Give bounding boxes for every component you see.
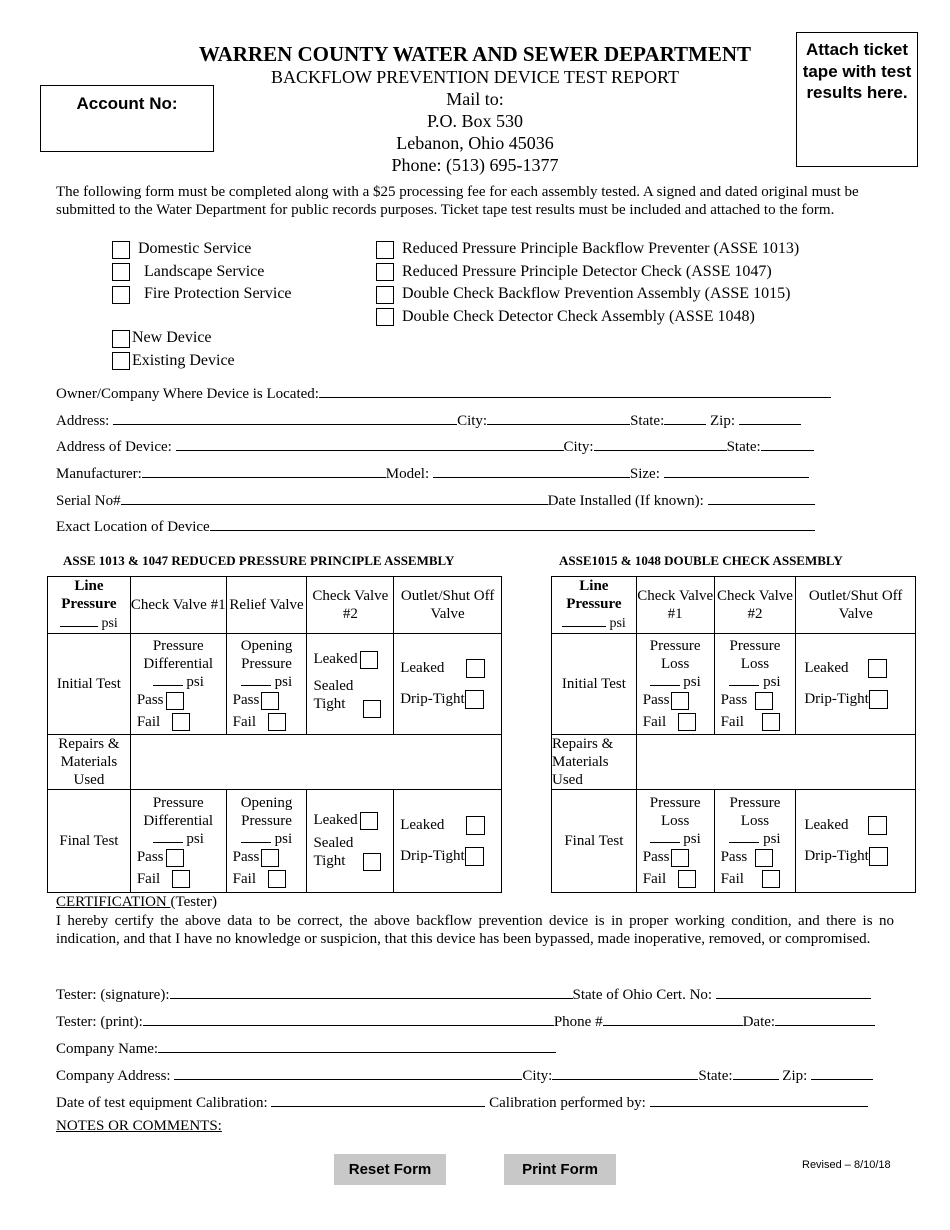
ticket-note: Attach ticket tape with test results here.	[802, 40, 912, 102]
rp-initial-label: Initial Test	[48, 634, 131, 735]
rp-initial-outlet	[394, 634, 502, 735]
zip-field[interactable]	[739, 410, 801, 425]
dc-final-c2-fail-checkbox[interactable]	[762, 870, 780, 888]
rp-table-title: ASSE 1013 & 1047 REDUCED PRESSURE PRINCIPLE ASSEMBLY	[63, 553, 455, 568]
company-state-label: State:	[698, 1068, 733, 1084]
dc-initial-c1-fail-checkbox[interactable]	[678, 713, 696, 731]
device-state-field[interactable]	[761, 436, 814, 451]
rp-initial-c2-sealed-label: Sealed Tight	[313, 678, 354, 712]
dc-repairs-field[interactable]	[636, 735, 915, 790]
company-name-label: Company Name:	[56, 1041, 159, 1057]
rp-final-check2	[307, 790, 394, 893]
state-label: State:	[630, 413, 665, 429]
rp-initial-c2-sealed-checkbox[interactable]	[363, 700, 381, 718]
phone: Phone: (513) 695-1377	[391, 155, 559, 175]
rp-initial-c1-fail-checkbox[interactable]	[172, 713, 190, 731]
domestic-service-checkbox[interactable]	[112, 241, 130, 259]
account-label: Account No:	[76, 94, 178, 113]
rp-final-relief	[226, 790, 307, 893]
fire-protection-checkbox[interactable]	[112, 286, 130, 304]
cert-no-field[interactable]	[716, 984, 871, 999]
dc-final-c2-pass-checkbox[interactable]	[755, 849, 773, 867]
location-row	[56, 516, 815, 536]
dc-initial-c2-fail-label: Fail	[720, 713, 744, 730]
certification-role: (Tester)	[170, 894, 217, 910]
rp-repairs-field[interactable]	[130, 735, 501, 790]
state-field[interactable]	[664, 410, 706, 425]
size-label: Size:	[629, 466, 660, 482]
rp-line-pressure-cell[interactable]	[48, 577, 131, 634]
assembly-type-group	[376, 240, 799, 330]
rp-initial-pd-label: Pressure Differential	[143, 637, 214, 672]
tester-signature-field[interactable]	[170, 984, 573, 999]
dc-initial-out-leaked-checkbox[interactable]	[868, 659, 887, 678]
address-row	[56, 410, 801, 430]
dc-final-check2	[714, 790, 796, 893]
dc-header-check1: Check Valve #1	[636, 577, 714, 634]
model-field[interactable]	[433, 463, 630, 478]
dc-line-psi: psi	[609, 616, 626, 631]
rp-initial-c1-fail-label: Fail	[136, 713, 161, 730]
print-form-button[interactable]: Print Form	[504, 1154, 616, 1185]
owner-field[interactable]	[319, 383, 831, 398]
dc-final-c1-fail-checkbox[interactable]	[678, 870, 696, 888]
landscape-service-checkbox[interactable]	[112, 263, 130, 281]
rp-initial-c1-pass-checkbox[interactable]	[166, 692, 184, 710]
date-installed-field[interactable]	[708, 490, 815, 505]
dc-final-c2-pl-label: Pressure Loss	[729, 794, 781, 829]
tester-signature-row	[56, 984, 871, 1004]
rp-initial-check1	[130, 634, 226, 735]
dc-initial-c1-pass-checkbox[interactable]	[671, 692, 689, 710]
rp-final-outlet	[394, 790, 502, 893]
report-title: BACKFLOW PREVENTION DEVICE TEST REPORT	[271, 67, 679, 87]
rp-repairs-label: Repairs & Materials Used	[48, 735, 131, 790]
dc-final-c1-pl-label: Pressure Loss	[649, 794, 701, 829]
dc-initial-c1-fail-label: Fail	[642, 713, 667, 730]
landscape-service-label: Landscape Service	[144, 262, 265, 280]
letterhead	[150, 42, 800, 176]
rp-header-relief: Relief Valve	[226, 577, 307, 634]
existing-device-checkbox[interactable]	[112, 352, 130, 370]
rp-final-check1	[130, 790, 226, 893]
size-field[interactable]	[664, 463, 809, 478]
serial-row	[56, 490, 815, 510]
rp-initial-rv-fail-label: Fail	[232, 713, 256, 730]
dc-final-out-leaked-label: Leaked	[804, 816, 849, 833]
dc-final-label: Final Test	[552, 790, 637, 893]
dc-initial-c2-pass-label: Pass	[720, 691, 748, 708]
rp-initial-op-label: Opening Pressure	[240, 637, 293, 672]
rp-final-c1-fail-checkbox[interactable]	[172, 870, 190, 888]
rp-initial-out-leaked-checkbox[interactable]	[466, 659, 485, 678]
rp-final-out-leaked-checkbox[interactable]	[466, 816, 485, 835]
notes-heading: NOTES OR COMMENTS:	[56, 1118, 222, 1134]
dc-initial-out-drip-checkbox[interactable]	[869, 690, 888, 709]
company-zip-field[interactable]	[811, 1065, 873, 1080]
rp-line-psi: psi	[101, 616, 118, 631]
dc-1048-label: Double Check Detector Check Assembly (ASSE 1048)	[402, 307, 755, 325]
rp-1047-checkbox[interactable]	[376, 263, 394, 281]
dc-initial-check2	[714, 634, 796, 735]
dc-initial-c1-psi: psi	[683, 673, 701, 690]
dc-test-table	[551, 576, 916, 893]
zip-label: Zip:	[710, 413, 736, 429]
department-title: WARREN COUNTY WATER AND SEWER DEPARTMENT	[198, 42, 752, 66]
calibration-date-label: Date of test equipment Calibration:	[56, 1095, 268, 1111]
device-address-field[interactable]	[176, 436, 564, 451]
dc-table-title: ASSE1015 & 1048 DOUBLE CHECK ASSEMBLY	[559, 553, 843, 568]
manufacturer-field[interactable]	[142, 463, 386, 478]
domestic-service-label: Domestic Service	[138, 240, 252, 257]
rp-final-label: Final Test	[48, 790, 131, 893]
rp-final-c1-fail-label: Fail	[136, 870, 161, 887]
rp-header-check2: Check Valve #2	[307, 577, 394, 634]
rp-final-c2-leaked-checkbox[interactable]	[360, 812, 378, 830]
dc-final-c1-pass-checkbox[interactable]	[671, 849, 689, 867]
rp-final-op-psi: psi	[274, 830, 293, 847]
tester-phone-field[interactable]	[603, 1011, 743, 1026]
rp-final-rv-pass-label: Pass	[232, 848, 260, 865]
device-city-field[interactable]	[594, 436, 727, 451]
rp-initial-rv-pass-label: Pass	[232, 691, 260, 708]
dc-line-pressure-cell[interactable]	[552, 577, 637, 634]
dc-final-c1-fail-label: Fail	[642, 870, 667, 887]
tester-signature-label: Tester: (signature):	[56, 987, 170, 1003]
dc-header-check2: Check Valve #2	[714, 577, 796, 634]
ticket-tape-box	[796, 32, 918, 167]
po-box: P.O. Box 530	[426, 111, 524, 131]
owner-row	[56, 383, 831, 403]
city-state: Lebanon, Ohio 45036	[396, 133, 554, 153]
rp-initial-c2-leaked-label: Leaked	[313, 651, 358, 668]
company-state-field[interactable]	[733, 1065, 779, 1080]
city-field[interactable]	[487, 410, 630, 425]
rp-initial-pd-psi: psi	[186, 673, 204, 690]
dc-1015-checkbox[interactable]	[376, 286, 394, 304]
rp-header-outlet: Outlet/Shut Off Valve	[394, 577, 502, 634]
rp-final-pd-psi: psi	[186, 830, 204, 847]
city-label: City:	[457, 413, 488, 429]
dc-repairs-label: Repairs & Materials Used	[552, 735, 637, 790]
tester-print-row	[56, 1011, 875, 1031]
dc-final-c2-pass-label: Pass	[720, 848, 748, 865]
company-zip-label: Zip:	[782, 1068, 808, 1084]
company-address-row	[56, 1065, 873, 1085]
existing-device-label: Existing Device	[132, 351, 235, 369]
device-address-label: Address of Device:	[56, 439, 172, 455]
dc-initial-c1-pass-label: Pass	[642, 691, 670, 708]
address-label: Address:	[56, 413, 110, 429]
rp-final-c2-leaked-label: Leaked	[313, 812, 358, 829]
rp-final-c2-sealed-checkbox[interactable]	[363, 853, 381, 871]
address-field[interactable]	[113, 410, 457, 425]
dc-final-check1	[636, 790, 714, 893]
rp-test-table	[47, 576, 502, 893]
rp-initial-rv-fail-checkbox[interactable]	[268, 713, 286, 731]
calibration-date-field[interactable]	[271, 1092, 485, 1107]
tester-phone-label: Phone #	[553, 1014, 603, 1030]
dc-final-out-drip-label: Drip-Tight	[804, 848, 869, 864]
dc-initial-outlet	[796, 634, 916, 735]
dc-initial-c2-pass-checkbox[interactable]	[755, 692, 773, 710]
company-name-field[interactable]	[158, 1038, 556, 1053]
dc-final-c1-psi: psi	[683, 830, 701, 847]
rp-initial-out-drip-checkbox[interactable]	[465, 690, 484, 709]
date-installed-label: Date Installed (If known):	[547, 493, 704, 509]
rp-final-c1-pass-checkbox[interactable]	[166, 849, 184, 867]
certification-heading	[56, 894, 217, 911]
calibration-by-field[interactable]	[650, 1092, 868, 1107]
rp-final-out-drip-checkbox[interactable]	[465, 847, 484, 866]
rp-initial-check2	[307, 634, 394, 735]
dc-line-pressure-label: Line Pressure	[566, 578, 622, 612]
dc-initial-c2-pl-label: Pressure Loss	[729, 637, 781, 672]
manufacturer-label: Manufacturer:	[56, 466, 142, 482]
dc-initial-c2-psi: psi	[763, 673, 781, 690]
calibration-row	[56, 1092, 868, 1112]
rp-final-out-drip-label: Drip-Tight	[400, 848, 465, 864]
rp-final-op-label: Opening Pressure	[240, 794, 293, 829]
company-city-label: City:	[522, 1068, 553, 1084]
rp-1047-label: Reduced Pressure Principle Detector Check (ASSE 1047)	[402, 262, 772, 280]
device-address-row	[56, 436, 814, 456]
dc-initial-c2-fail-checkbox[interactable]	[762, 713, 780, 731]
model-label: Model:	[385, 466, 430, 482]
location-field[interactable]	[210, 516, 815, 531]
rp-initial-c2-leaked-checkbox[interactable]	[360, 651, 378, 669]
cert-no-label: State of Ohio Cert. No:	[572, 987, 713, 1003]
dc-initial-out-leaked-label: Leaked	[804, 659, 849, 676]
certification-statement: I hereby certify the above data to be correct, the above backflow prevention device is in proper working condition, and there is no indication, and that I have no knowledge or suspicion, that this device has been bypassed, made inoperative, removed, or compromised.	[56, 913, 894, 947]
dc-initial-out-drip-label: Drip-Tight	[804, 691, 869, 707]
company-name-row	[56, 1038, 556, 1058]
rp-final-c2-sealed-label: Sealed Tight	[313, 835, 354, 869]
rp-initial-out-leaked-label: Leaked	[400, 659, 445, 676]
rp-1013-label: Reduced Pressure Principle Backflow Preventer (ASSE 1013)	[402, 240, 800, 257]
rp-final-pd-label: Pressure Differential	[143, 794, 214, 829]
dc-header-outlet: Outlet/Shut Off Valve	[796, 577, 916, 634]
rp-initial-relief	[226, 634, 307, 735]
device-city-label: City:	[563, 439, 594, 455]
dc-final-c1-pass-label: Pass	[642, 848, 670, 865]
dc-initial-label: Initial Test	[552, 634, 637, 735]
rp-initial-c1-pass-label: Pass	[136, 691, 164, 708]
serial-label: Serial No#	[56, 493, 121, 509]
company-address-field[interactable]	[174, 1065, 522, 1080]
service-type-group	[112, 240, 292, 308]
company-address-label: Company Address:	[56, 1068, 171, 1084]
manufacturer-row	[56, 463, 809, 483]
fire-protection-label: Fire Protection Service	[144, 285, 292, 302]
dc-1015-label: Double Check Backflow Prevention Assembly (ASSE 1015)	[402, 285, 791, 302]
tester-print-field[interactable]	[143, 1011, 554, 1026]
rp-final-rv-fail-checkbox[interactable]	[268, 870, 286, 888]
certification-title: CERTIFICATION	[56, 894, 171, 910]
device-status-group	[112, 329, 235, 374]
rp-initial-rv-pass-checkbox[interactable]	[261, 692, 279, 710]
dc-final-c2-psi: psi	[763, 830, 781, 847]
rp-header-check1: Check Valve #1	[130, 577, 226, 634]
new-device-checkbox[interactable]	[112, 330, 130, 348]
rp-initial-out-drip-label: Drip-Tight	[400, 691, 465, 707]
new-device-label: New Device	[132, 329, 212, 346]
serial-field[interactable]	[121, 490, 548, 505]
mail-to: Mail to:	[446, 89, 504, 109]
rp-final-c1-pass-label: Pass	[136, 848, 164, 865]
rp-initial-op-psi: psi	[274, 673, 293, 690]
tester-date-label: Date:	[742, 1014, 776, 1030]
dc-final-out-leaked-checkbox[interactable]	[868, 816, 887, 835]
dc-final-c2-fail-label: Fail	[720, 870, 744, 887]
rp-1013-checkbox[interactable]	[376, 241, 394, 259]
dc-final-out-drip-checkbox[interactable]	[869, 847, 888, 866]
reset-form-button[interactable]: Reset Form	[334, 1154, 446, 1185]
rp-final-rv-pass-checkbox[interactable]	[261, 849, 279, 867]
dc-initial-c1-pl-label: Pressure Loss	[649, 637, 701, 672]
tester-date-field[interactable]	[775, 1011, 875, 1026]
calibration-by-label: Calibration performed by:	[489, 1095, 646, 1111]
revision-date: Revised – 8/10/18	[802, 1159, 891, 1171]
rp-final-rv-fail-label: Fail	[232, 870, 256, 887]
rp-final-out-leaked-label: Leaked	[400, 816, 445, 833]
location-label: Exact Location of Device	[56, 519, 210, 535]
rp-line-pressure-label: Line Pressure	[61, 578, 117, 612]
dc-1048-checkbox[interactable]	[376, 308, 394, 326]
intro-text: The following form must be completed along with a $25 processing fee for each assembly tested. A signed and dated original must be submitted to the Water Department for public records purposes. Ticket tape test results must be included and attached to the form.	[56, 184, 859, 218]
owner-label: Owner/Company Where Device is Located:	[56, 386, 319, 402]
company-city-field[interactable]	[552, 1065, 698, 1080]
dc-initial-check1	[636, 634, 714, 735]
account-number-box[interactable]	[40, 85, 214, 152]
device-state-label: State:	[726, 439, 761, 455]
dc-final-outlet	[796, 790, 916, 893]
tester-print-label: Tester: (print):	[56, 1014, 143, 1030]
